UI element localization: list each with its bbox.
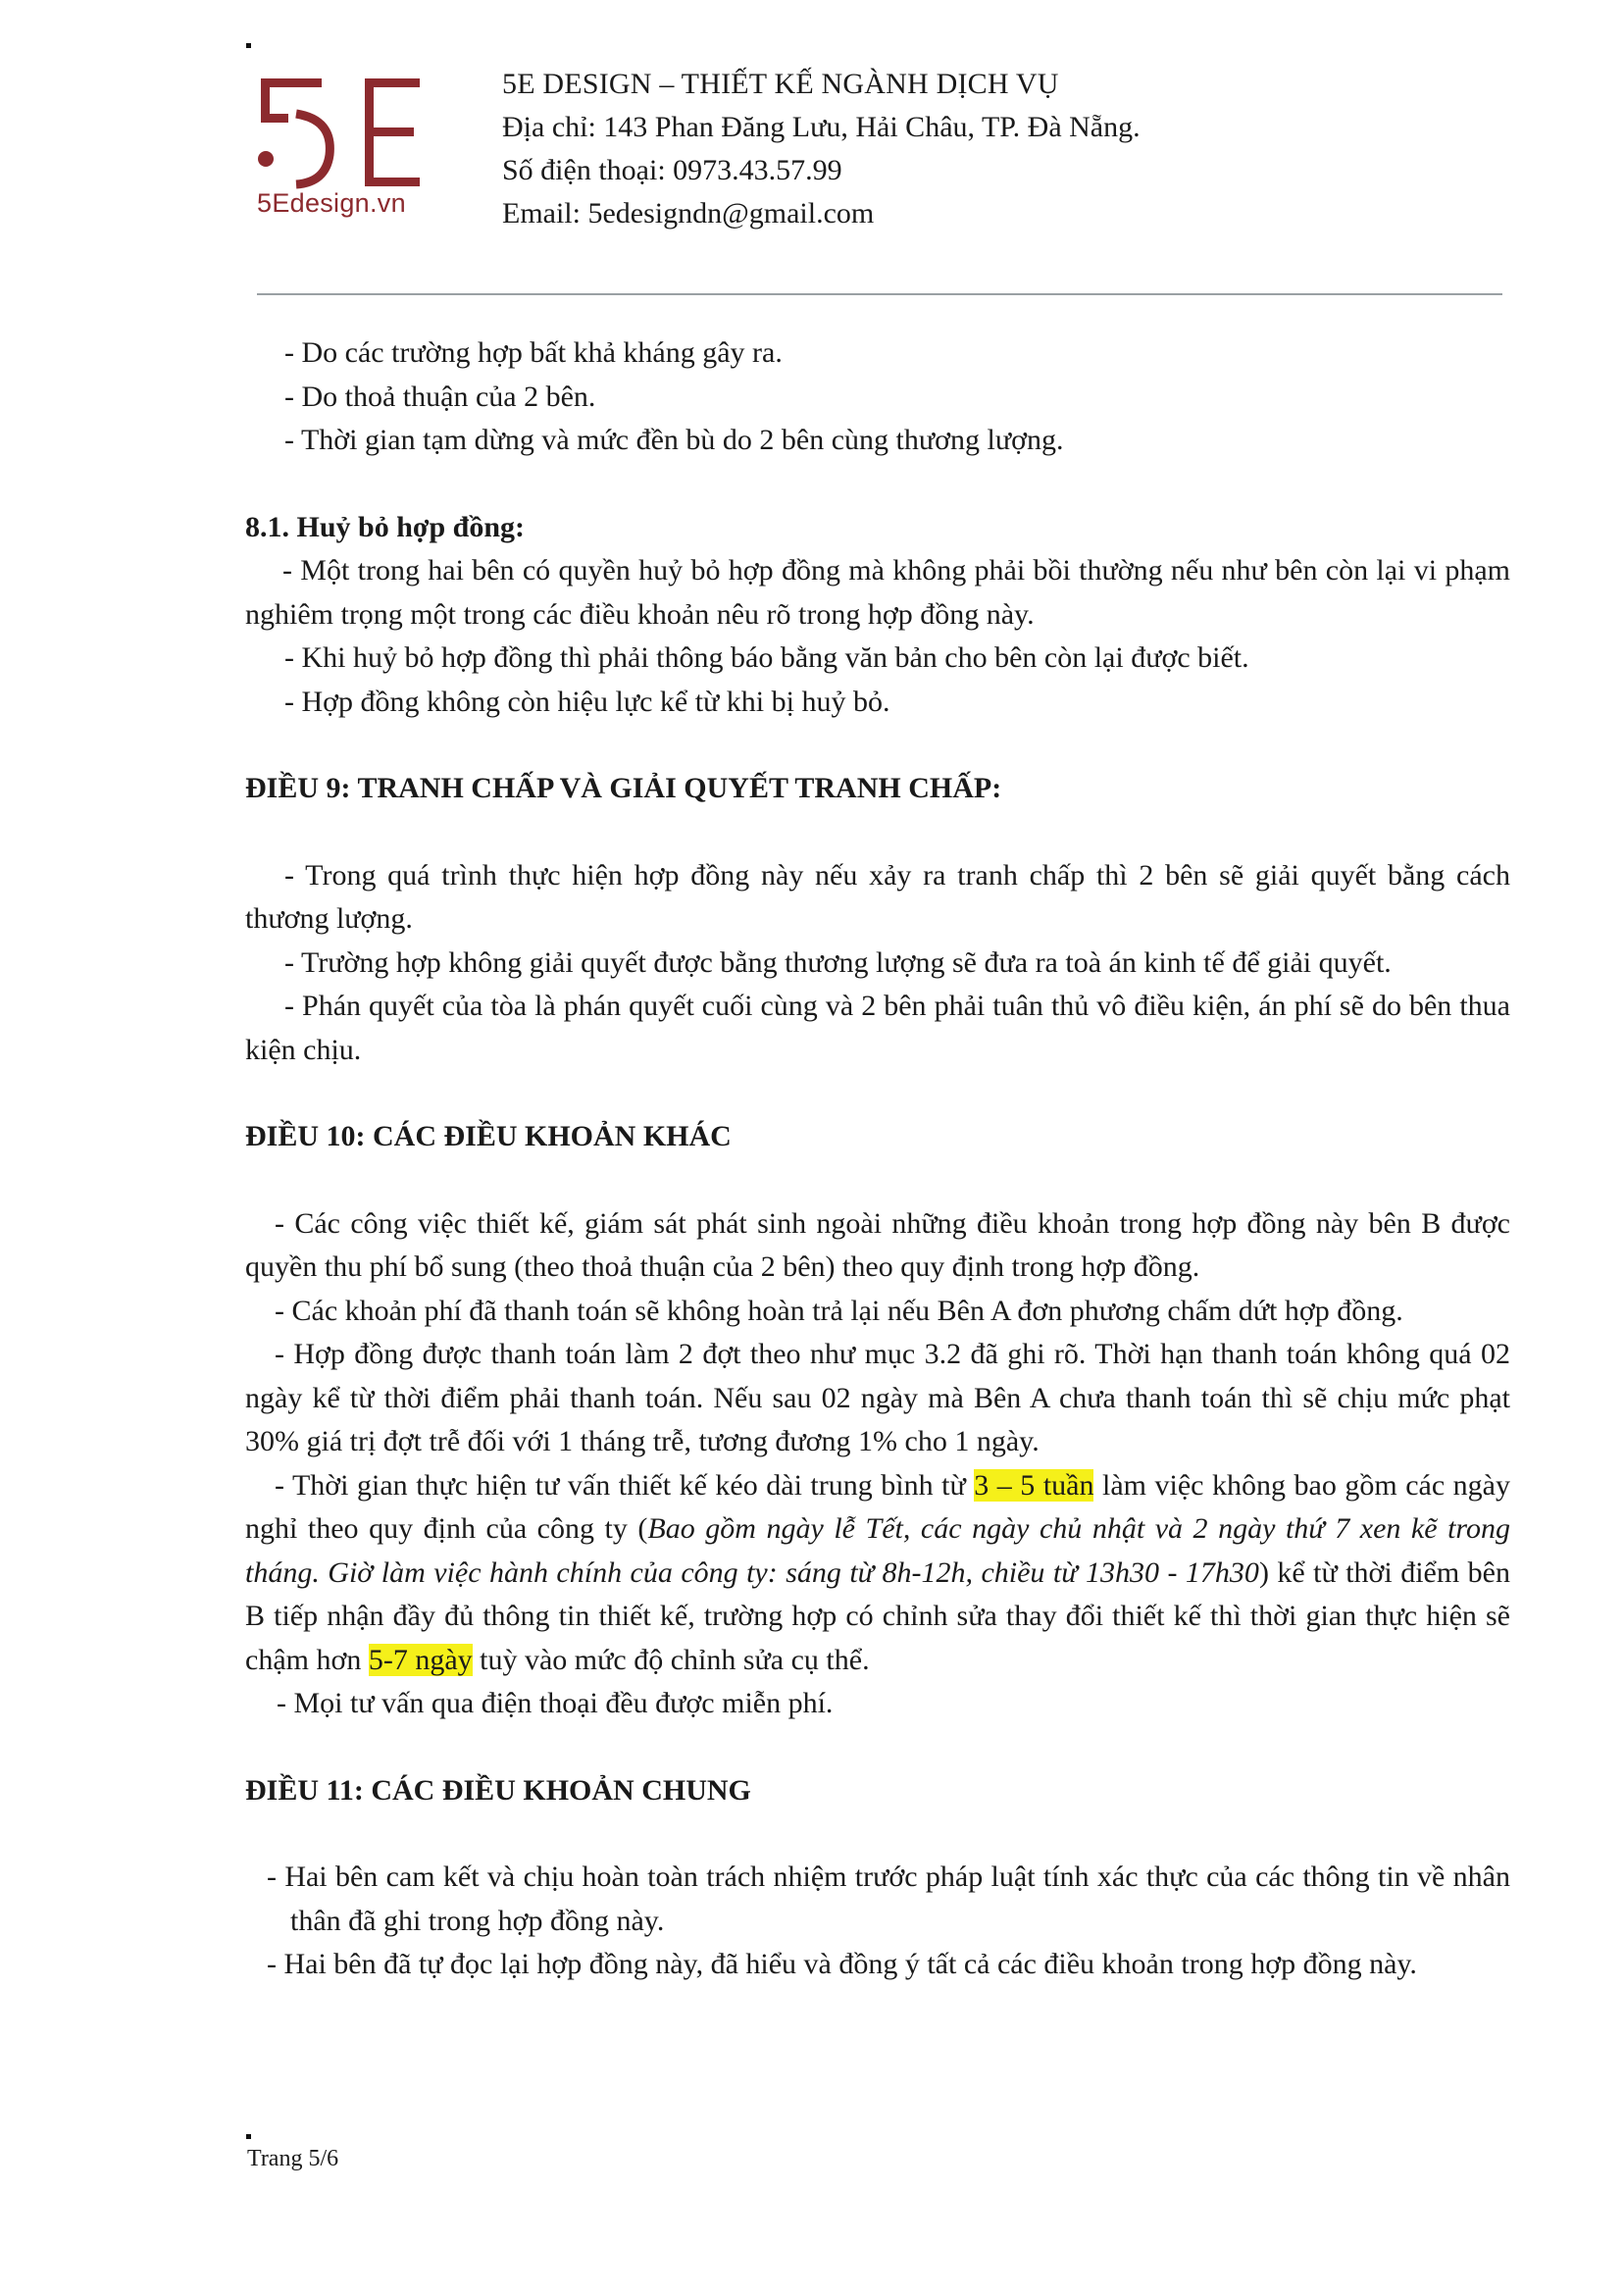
corner-mark-top <box>246 43 251 48</box>
spacer <box>245 1726 1510 1769</box>
page-number: Trang 5/6 <box>247 2146 339 2171</box>
spacer <box>245 1812 1510 1856</box>
paragraph: - Các công việc thiết kế, giám sát phát sinh ngoài những điều khoản trong hợp đồng này bên B được quyền thu phí bổ sung (theo thoả thuận của 2 bên) theo quy định trong hợp đồng. <box>245 1206 1510 1283</box>
article-heading-10: ĐIỀU 10: CÁC ĐIỀU KHOẢN KHÁC <box>245 1120 732 1152</box>
highlight-duration: 3 – 5 tuần <box>974 1468 1094 1502</box>
header-divider <box>257 293 1502 295</box>
company-email: Email: 5edesigndn@gmail.com <box>502 197 875 229</box>
spacer <box>245 1072 1510 1115</box>
paragraph: - Trường hợp không giải quyết được bằng thương lượng sẽ đưa ra toà án kinh tế để giải quyết. <box>284 945 1392 979</box>
list-item: - Hai bên đã tự đọc lại hợp đồng này, đã hiểu và đồng ý tất cả các điều khoản trong hợp đồng này. <box>267 1948 1417 1980</box>
article-heading-11: ĐIỀU 11: CÁC ĐIỀU KHOẢN CHUNG <box>245 1773 751 1807</box>
text-run: tuỳ vào mức độ chỉnh sửa cụ thể. <box>472 1643 870 1676</box>
text-run: - Thời gian thực hiện tư vấn thiết kế kéo dài trung bình từ <box>275 1468 975 1502</box>
spacer <box>245 811 1510 854</box>
spacer <box>245 724 1510 767</box>
paragraph: - Một trong hai bên có quyền huỷ bỏ hợp đồng mà không phải bồi thường nếu như bên còn lại vi phạm nghiêm trọng một trong các điều khoản nêu rõ trong hợp đồng này. <box>245 554 1510 631</box>
highlight-delay: 5-7 ngày <box>368 1643 473 1676</box>
list-item: - Hai bên cam kết và chịu hoàn toàn trách nhiệm trước pháp luật tính xác thực của các thông tin về nhân thân đã ghi trong hợp đồng này. <box>267 1861 1510 1937</box>
spacer <box>245 1159 1510 1202</box>
article-heading-9: ĐIỀU 9: TRANH CHẤP VÀ GIẢI QUYẾT TRANH CHẤP: <box>245 772 1002 804</box>
list-item: - Thời gian tạm dừng và mức đền bù do 2 bên cùng thương lượng. <box>284 424 1064 456</box>
italic-note: Bao gồm ngày lễ Tết, các ngày chủ nhật và 2 ngày thứ 7 xen kẽ trong tháng. Giờ làm việc hành chính của công ty: sáng từ 8h-12h, chiều từ 13h30 - 17h30 <box>245 1512 1510 1589</box>
section-heading-8-1: 8.1. Huỷ bỏ hợp đồng: <box>245 510 526 543</box>
paragraph: - Trong quá trình thực hiện hợp đồng này nếu xảy ra tranh chấp thì 2 bên sẽ giải quyết bằng cách thương lượng. <box>245 858 1510 935</box>
paragraph: - Hợp đồng được thanh toán làm 2 đợt theo như mục 3.2 đã ghi rõ. Thời hạn thanh toán không quá 02 ngày kể từ thời điểm phải thanh toán. Nếu sau 02 ngày mà Bên A chưa thanh toán thì sẽ chịu mức phạt 30% giá trị đợt trễ đối với 1 tháng trễ, tương đương 1% cho 1 ngày. <box>245 1338 1510 1457</box>
company-phone: Số điện thoại: 0973.43.57.99 <box>502 154 842 186</box>
text-run: ) kể từ thời điểm bên B tiếp nhận đầy đủ thông tin thiết kế, trường hợp có chỉnh sửa thay đổi thiết kế thì thời gian thực hiện sẽ chậm hơn <box>245 1555 1510 1676</box>
list-item: - Khi huỷ bỏ hợp đồng thì phải thông báo bằng văn bản cho bên còn lại được biết. <box>284 641 1249 674</box>
paragraph: - Phán quyết của tòa là phán quyết cuối cùng và 2 bên phải tuân thủ vô điều kiện, án phí sẽ do bên thua kiện chịu. <box>245 990 1510 1066</box>
document-body <box>245 331 1510 1987</box>
paragraph-duration <box>245 1464 1510 1683</box>
list-item: - Mọi tư vấn qua điện thoại đều được miễn phí. <box>277 1687 834 1719</box>
text-run: làm việc không bao gồm các ngày nghỉ theo quy định của công ty ( <box>245 1468 1510 1545</box>
letterhead <box>502 63 1141 235</box>
company-address: Địa chỉ: 143 Phan Đăng Lưu, Hải Châu, TP. Đà Nẵng. <box>502 111 1141 143</box>
list-item: - Do thoả thuận của 2 bên. <box>284 380 596 413</box>
list-item: - Hợp đồng không còn hiệu lực kể từ khi bị huỷ bỏ. <box>284 685 890 718</box>
spacer <box>245 463 1510 506</box>
logo-wordmark: 5Edesign.vn <box>257 188 406 218</box>
company-name: 5E DESIGN – THIẾT KẾ NGÀNH DỊCH VỤ <box>502 68 1059 100</box>
list-item: - Do các trường hợp bất khả kháng gây ra. <box>284 336 783 369</box>
paragraph: - Các khoản phí đã thanh toán sẽ không hoàn trả lại nếu Bên A đơn phương chấm dứt hợp đồng. <box>275 1294 1403 1327</box>
corner-mark-bottom <box>246 2134 251 2139</box>
